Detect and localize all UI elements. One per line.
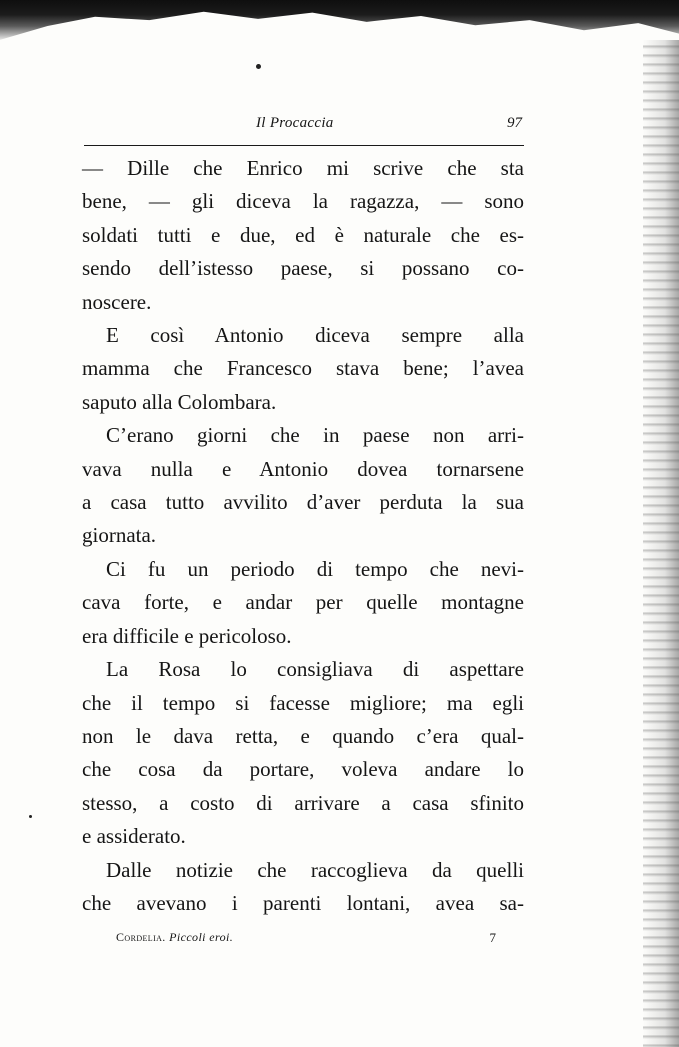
header-rule — [84, 145, 524, 146]
text-line: Ci fu un periodo di tempo che nevi- — [106, 556, 524, 581]
text-line: E così Antonio diceva sempre alla — [106, 323, 524, 348]
scan-shadow-top — [0, 0, 679, 42]
scan-shadow-right — [643, 40, 679, 1047]
text-line: a casa tutto avvilito d’aver perduta la sua — [82, 490, 524, 515]
scan-speck — [256, 64, 261, 69]
running-title: Il Procaccia — [256, 115, 334, 131]
text-line: stesso, a costo di arrivare a casa sfinito — [82, 790, 524, 815]
text-line: e assiderato. — [82, 824, 186, 849]
text-line: vava nulla e Antonio dovea tornarsene — [82, 456, 524, 481]
paragraph — [82, 553, 524, 653]
scan-speck — [29, 815, 32, 818]
page-footer — [116, 930, 496, 954]
text-line: era difficile e pericoloso. — [82, 623, 292, 648]
text-line: C’erano giorni che in paese non arri- — [106, 423, 524, 448]
text-line: — Dille che Enrico mi scrive che sta — [82, 156, 524, 180]
text-line: sendo dell’istesso paese, si possano co- — [82, 256, 524, 281]
paragraph — [82, 854, 524, 921]
printer-signature — [116, 930, 233, 945]
page-number: 97 — [507, 115, 522, 131]
sheet-number: 7 — [489, 930, 496, 945]
text-line: noscere. — [82, 289, 152, 314]
text-line: che avevano i parenti lontani, avea sa- — [82, 890, 524, 915]
text-line: soldati tutti e due, ed è naturale che es- — [82, 222, 524, 247]
text-line: che il tempo si facesse migliore; ma egli — [82, 690, 524, 715]
paragraph — [82, 653, 524, 853]
paragraph — [82, 419, 524, 553]
page-header — [84, 112, 524, 140]
text-line: mamma che Francesco stava bene; l’avea — [82, 356, 524, 381]
text-line: Dalle notizie che raccoglieva da quelli — [106, 857, 524, 882]
text-line: che cosa da portare, voleva andare lo — [82, 757, 524, 782]
text-line: non le dava retta, e quando c’era qual- — [82, 723, 524, 748]
signature-title: Piccoli eroi. — [169, 930, 234, 944]
text-line: saputo alla Colombara. — [82, 389, 277, 414]
paragraph — [82, 152, 524, 319]
paragraph — [82, 319, 524, 419]
text-line: La Rosa lo consigliava di aspettare — [106, 657, 524, 682]
signature-author: Cordelia. — [116, 930, 166, 944]
text-line: giornata. — [82, 523, 157, 548]
text-line: cava forte, e andar per quelle montagne — [82, 590, 524, 615]
text-line: bene, — gli diceva la ragazza, — sono — [82, 189, 524, 214]
body-text — [82, 152, 524, 920]
